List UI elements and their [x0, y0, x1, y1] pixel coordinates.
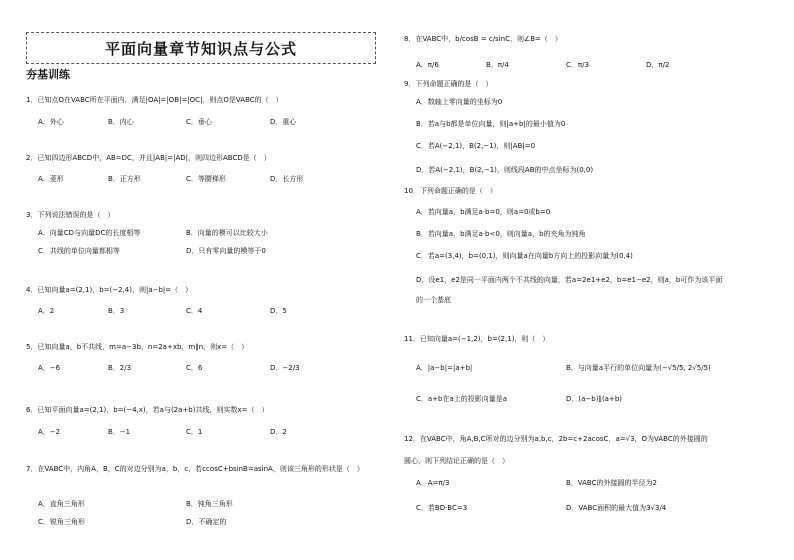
q8-option-d: D．π/2 — [646, 61, 670, 69]
q9-option-a: A．数轴上零向量的坐标为0 — [416, 98, 503, 106]
section-heading: 夯基训练 — [26, 68, 70, 81]
q12-option-a: A．A=π/3 — [416, 479, 450, 487]
q7-option-a: A．直角三角形 — [38, 500, 85, 508]
question-4-stem: 4．已知向量a=(2,1)，b=(−2,4)，则|a−b|=（ ） — [26, 286, 193, 294]
q11-option-c: C．a+b在a上的投影向量是a — [416, 395, 508, 403]
q10-option-c: C．若a=(3,4)，b=(0,1)，则向量a在向量b方向上的投影向量为(0,4) — [416, 252, 633, 260]
q12-option-d: D．VABC面积的最大值为3√3/4 — [566, 504, 667, 512]
q9-option-b: B．若a与b都是单位向量，则|a+b|的最小值为0 — [416, 120, 566, 128]
q5-option-b: B．2/3 — [108, 364, 132, 372]
q10-option-b: B．若向量a，b满足a·b<0，则向量a，b的夹角为钝角 — [416, 230, 586, 238]
q5-option-d: D．−2/3 — [270, 364, 300, 372]
q6-option-a: A．−2 — [38, 428, 61, 436]
question-9-stem: 9．下列命题正确的是（ ） — [404, 80, 493, 88]
q10-option-d-cont: 的一个基底 — [416, 296, 451, 304]
question-6-stem: 6．已知平面向量a=(2,1)，b=(−4,x)，若a与(2a+b)共线，则实数x=（ ） — [26, 406, 269, 414]
q1-option-c: C．垂心 — [186, 118, 212, 126]
q9-option-c: C．若A(−2,1)，B(2,−1)，则|AB|=0 — [416, 142, 536, 150]
q4-option-d: D．5 — [270, 307, 287, 315]
q10-option-d: D．设e1，e2是同一平面内两个不共线的向量，若a=2e1+e2，b=e1−e2，则a，b可作为该平面 — [416, 276, 723, 284]
q3-option-c: C．共线的单位向量都相等 — [38, 247, 120, 255]
q4-option-a: A．2 — [38, 307, 55, 315]
q6-option-c: C．1 — [186, 428, 203, 436]
q3-option-a: A．向量CD与向量DC的长度相等 — [38, 229, 141, 237]
q7-option-b: B．钝角三角形 — [186, 500, 233, 508]
q8-option-c: C．π/3 — [566, 61, 589, 69]
question-11-stem: 11．已知向量a=(−1,2)，b=(2,1)，则（ ） — [404, 335, 550, 343]
q4-option-c: C．4 — [186, 307, 203, 315]
q12-option-b: B．VABC的外接圆的半径为2 — [566, 479, 657, 487]
q6-option-b: B．−1 — [108, 428, 131, 436]
q11-option-b: B．与向量a平行的单位向量为(−√5/5, 2√5/5) — [566, 364, 711, 372]
question-2-stem: 2．已知四边形ABCD中，AB=DC，并且|AB|=|AD|，则四边形ABCD是（ ） — [26, 154, 271, 162]
q6-option-d: D．2 — [270, 428, 287, 436]
q8-option-b: B．π/4 — [486, 61, 509, 69]
question-1-stem: 1．已知点O在VABC所在平面内，满足|OA|=|OB|=|OC|，则点O是VABC的（ ） — [26, 96, 283, 104]
q1-option-a: A．外心 — [38, 118, 64, 126]
q1-option-b: B．内心 — [108, 118, 134, 126]
q3-option-b: B．向量的模可以比较大小 — [186, 229, 268, 237]
question-5-stem: 5．已知向量a，b不共线，m=a−3b，n=2a+xb，m∥n，则x=（ ） — [26, 343, 249, 351]
question-8-stem: 8．在VABC中，b/cosB = c/sinC，则∠B=（ ） — [404, 35, 562, 43]
title-box — [26, 32, 376, 64]
q12-option-c: C．若BD·BC=3 — [416, 504, 468, 512]
q2-option-a: A．菱形 — [38, 175, 64, 183]
q1-option-d: D．重心 — [270, 118, 297, 126]
q5-option-a: A．−6 — [38, 364, 61, 372]
q10-option-a: A．若向量a，b满足a·b=0，则a=0或b=0 — [416, 208, 551, 216]
q9-option-d: D．若A(−2,1)，B(2,−1)，则线段AB的中点坐标为(0,0) — [416, 166, 594, 174]
q4-option-b: B．3 — [108, 307, 125, 315]
question-12-stem-cont: 圆心，则下列结论正确的是（ ） — [404, 457, 509, 465]
q8-option-a: A．π/6 — [416, 61, 439, 69]
question-3-stem: 3．下列说法错误的是（ ） — [26, 211, 115, 219]
q11-option-d: D．(a−b)∥(a+b) — [566, 395, 623, 403]
q11-option-a: A．|a−b|=|a+b| — [416, 364, 473, 372]
q2-option-b: B．正方形 — [108, 175, 141, 183]
question-12-stem: 12．在VABC中，角A,B,C所对的边分别为a,b,c，2b=c+2acosC，a=√3，O为VABC的外接圆的 — [404, 435, 708, 443]
page-title: 平面向量章节知识点与公式 — [104, 39, 297, 58]
question-10-stem: 10．下列命题正确的是（ ） — [404, 187, 497, 195]
question-7-stem: 7．在VABC中，内角A，B，C的对边分别为a，b，c，若ccosC+bsinB=asinA，则该三角形的形状是（ ） — [26, 465, 364, 473]
q7-option-d: D．不确定的 — [186, 518, 227, 526]
q3-option-d: D．只有零向量的模等于0 — [186, 247, 266, 255]
q7-option-c: C．锐角三角形 — [38, 518, 85, 526]
q5-option-c: C．6 — [186, 364, 203, 372]
q2-option-d: D．长方形 — [270, 175, 304, 183]
q2-option-c: C．等腰梯形 — [186, 175, 226, 183]
